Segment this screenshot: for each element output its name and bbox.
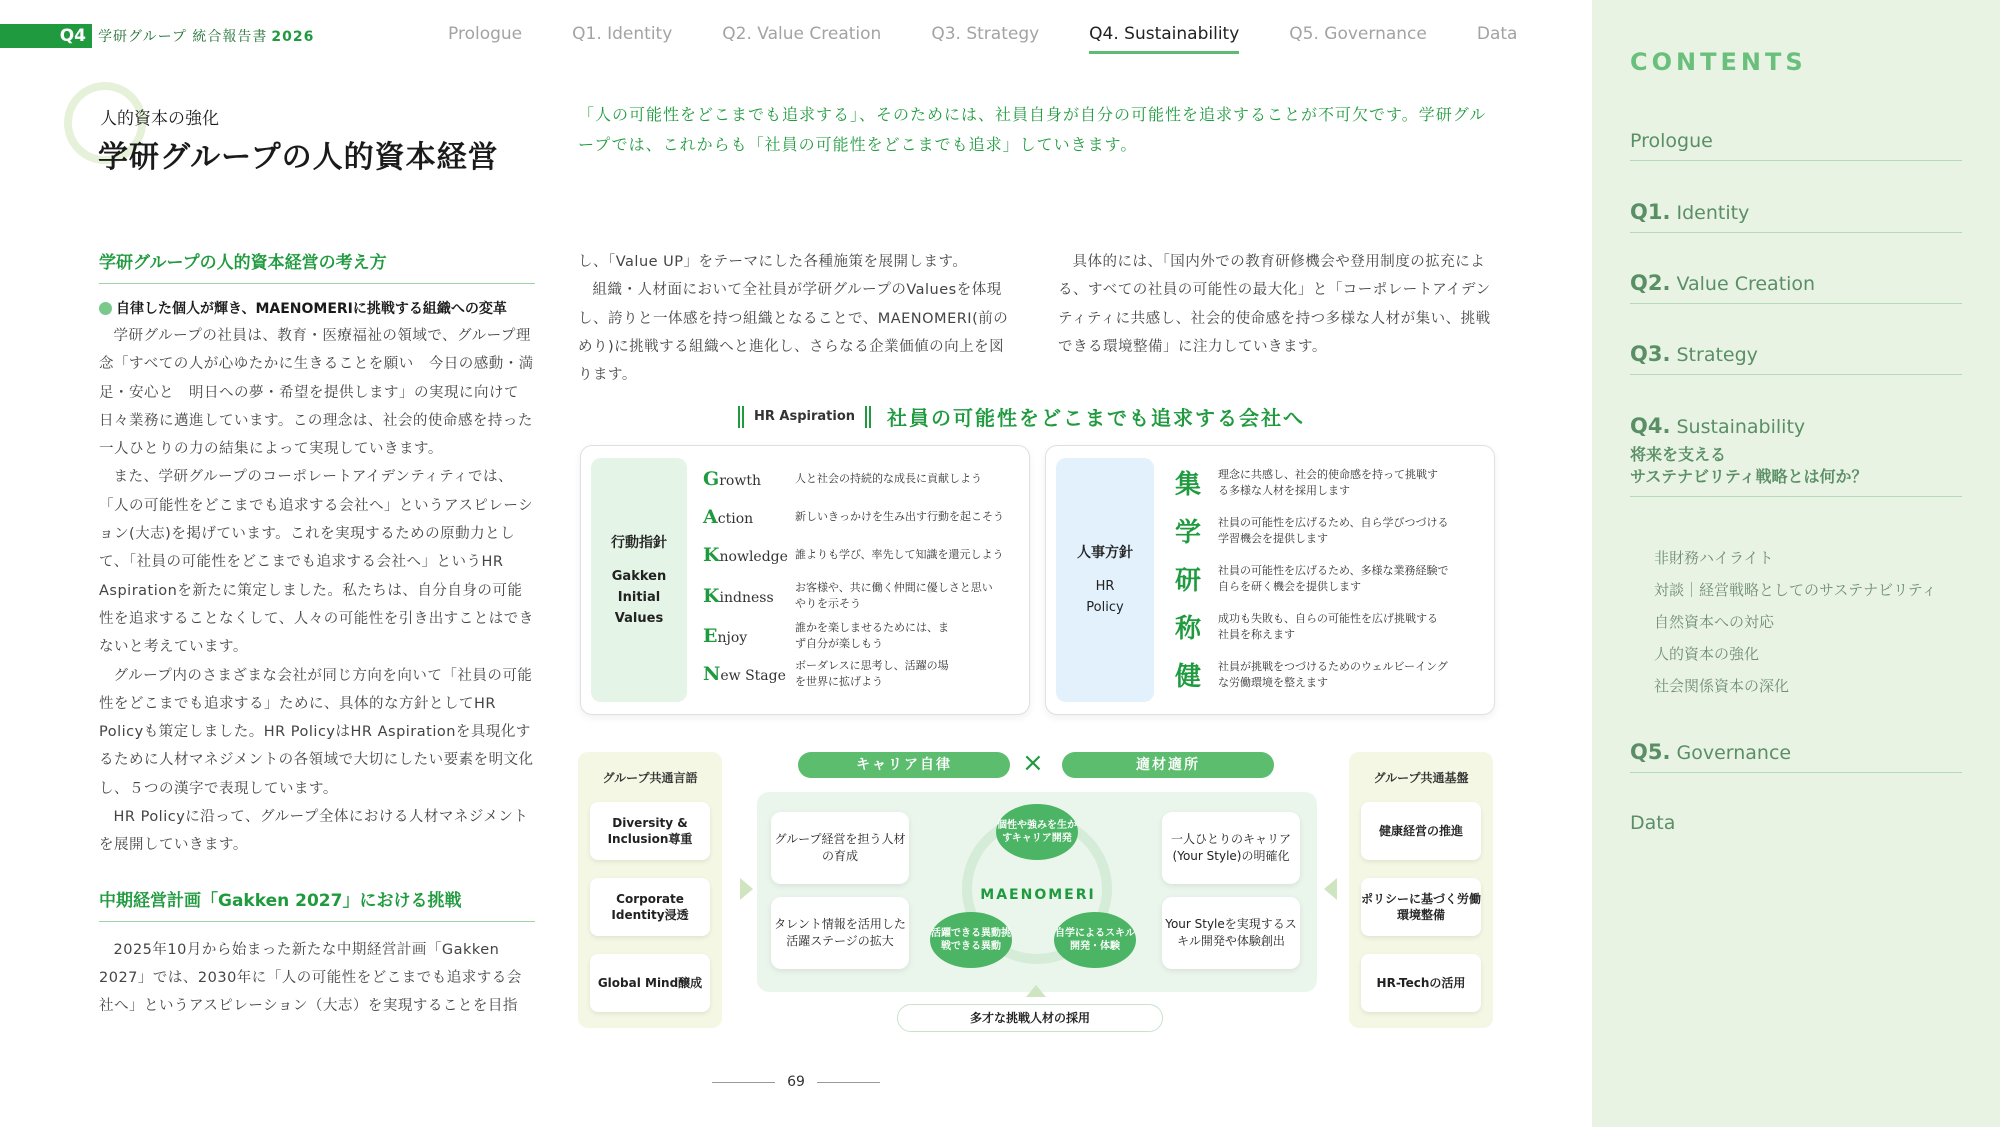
toc-child[interactable]: 人的資本の強化 [1654,645,1760,663]
section-kicker: 人的資本の強化 [100,109,219,129]
toc-q2[interactable] [1630,271,1962,304]
hr-aspiration-banner [738,402,1305,431]
arrow-right-icon [740,878,753,900]
toc-q: Q4. [1630,414,1671,438]
policy-desc: 社員が挑戦をつづけるためのウェルビーイングな労働環境を整えます [1218,659,1448,689]
arrow-left-icon [1324,878,1337,900]
diagram-box: 一人ひとりのキャリア(Your Style)の明確化 [1162,812,1300,884]
toc-prologue[interactable] [1630,130,1962,161]
panel-item: ポリシーに基づく労働環境整備 [1361,878,1481,936]
value-rest: njoy [717,630,748,646]
heading-hr-approach: 学研グループの人的資本経営の考え方 [99,248,535,284]
value-rest: rowth [719,473,761,489]
value-desc: 新しいきっかけを生み出す行動を起こそう [795,510,1004,523]
toc-label: Governance [1670,742,1792,764]
toc-label: Data [1630,812,1676,834]
bullet-heading [99,298,535,318]
panel-title: グループ共通基盤 [1373,771,1469,785]
paragraph: HR Policyに沿って、グループ全体における人材マネジメントを展開していきます。 [99,809,529,854]
values-title: 行動指針 [611,534,667,551]
paragraph: し、「Value UP」をテーマにした各種施策を展開します。 [578,254,968,270]
diagram-box: Your Styleを実現するスキル開発や体験創出 [1162,897,1300,969]
value-rest: indness [719,590,774,606]
value-row-enjoy [703,620,1013,652]
career-autonomy-pill: キャリア自律 [798,752,1010,778]
hr-policy-card [1045,445,1495,715]
divider [712,1082,775,1083]
toc-child[interactable]: 自然資本への対応 [1654,613,1775,631]
cycle-bubble: 個性や強みを生かすキャリア開発 [996,804,1078,860]
values-en-line: Initial [617,589,661,605]
diverse-talent-hiring-pill: 多才な挑戦人材の採用 [897,1004,1163,1032]
policy-kanji: 称 [1174,614,1201,644]
toc-children [1654,542,1937,702]
middle-column [578,248,1018,389]
paragraph: また、学研グループのコーポレートアイデンティティでは、「人の可能性をどこまでも追求する会社へ」というアスピレーション(大志)を掲げています。これを実現するための原動力として、「社員の可能性をどこまでも追求する会社へ」というHR Aspirationを新たに策定しました。私たちは、自分自身の可能性を追求することなくして、人々の可能性を引き出すことはできないと考えています。 [99,469,534,656]
value-word [703,625,795,647]
toc-subtitle: 将来を支える サステナビリティ戦略とは何か？ [1630,445,1868,486]
toc-q: Q1. [1630,200,1671,224]
policy-row [1168,512,1458,549]
value-rest: ction [717,511,754,527]
policy-row [1168,560,1458,597]
panel-item: 健康経営の推進 [1361,802,1481,860]
value-desc: 誰かを楽しませるためには、まず自分が楽しもう [795,621,949,650]
right-person-right-place-pill: 適材適所 [1062,752,1274,778]
toc-label: Prologue [1630,130,1713,152]
paragraph: 具体的には、「国内外での教育研修機会や登用制度の拡充による、すべての社員の可能性の最大化」と「コーポレートアイデンティティに共感し、社会的使命感を持つ多様な人材が集い、挑戦できる環境整備」に注力していきます。 [1058,254,1491,355]
double-bar-icon [738,406,744,428]
panel-item: HR-Techの活用 [1361,954,1481,1012]
lead-text: 「人の可能性をどこまでも追求する」、そのためには、社員自身が自分の可能性を追求することが不可欠です。学研グループでは、これからも「社員の可能性をどこまでも追求」していきます。 [578,105,1487,154]
group-common-language-panel [578,752,722,1028]
toc-label: Sustainability [1670,416,1806,438]
value-word [703,585,795,607]
value-word [703,468,795,490]
toc-label: Value Creation [1670,273,1816,295]
policy-desc: 成功も失敗も、自らの可能性を広げ挑戦する社員を称えます [1218,611,1438,641]
value-desc: お客様や、共に働く仲間に優しさと思いやりを示そう [795,581,993,610]
diagram-box: タレント情報を活用した活躍ステージの拡大 [771,897,909,969]
value-rest: nowledge [719,549,788,565]
page-title: 学研グループの人的資本経営 [98,140,499,175]
nav-governance[interactable]: Q5. Governance [1289,24,1427,44]
cycle-bubble: 自学によるスキル開発・体験 [1054,912,1136,968]
toc-q: Q5. [1630,740,1671,764]
policy-row [1168,464,1448,501]
policy-en-line: Policy [1086,600,1124,615]
value-desc: 人と社会の持続的な成長に貢献しよう [795,472,982,485]
cycle-bubble: 活躍できる異動挑戦できる異動 [930,912,1012,968]
aspiration-label: HR Aspiration [754,409,856,424]
maenomeri-label: MAENOMERI [980,887,1096,903]
contents-sidebar [1592,0,2000,1127]
toc-q4[interactable] [1630,414,1962,497]
toc-child[interactable]: 対談｜経営戦略としてのサステナビリティ [1654,581,1937,599]
value-word [703,544,795,566]
cross-icon: × [1022,748,1044,778]
right-column [1058,248,1498,361]
panel-title: グループ共通言語 [602,771,698,785]
top-navigation [448,24,1567,44]
group-common-base-panel [1349,752,1493,1028]
nav-strategy[interactable]: Q3. Strategy [931,24,1040,44]
panel-item: Corporate Identity浸透 [590,878,710,936]
policy-title: 人事方針 [1077,545,1133,561]
policy-desc: 社員の可能性を広げるため、自ら学びつづける学習機会を提供します [1218,515,1449,545]
aspiration-text: 社員の可能性をどこまでも追求する会社へ [887,406,1306,430]
page-number-text: 69 [787,1074,805,1090]
contents-title: CONTENTS [1630,48,1807,76]
value-word [703,663,795,685]
paragraph: 2025年10月から始まった新たな中期経営計画「Gakken 2027」では、2030年に「人の可能性をどこまでも追求する会社へ」というアスピレーション（大志）を実現することを目指 [99,941,522,1015]
value-initial: E [703,625,718,647]
toc-child[interactable]: 非財務ハイライト [1654,549,1774,567]
value-initial: G [703,468,720,490]
value-row-knowledge [703,544,1004,566]
value-initial: A [703,506,718,528]
report-title-text: 学研グループ 統合報告書 [98,29,268,45]
diagram-box: グループ経営を担う人材の育成 [771,812,909,884]
toc-q1[interactable] [1630,200,1962,233]
toc-q3[interactable] [1630,342,1962,375]
nav-identity[interactable]: Q1. Identity [572,24,673,44]
paragraph: 組織・人材面において全社員が学研グループのValuesを体現し、誇りと一体感を持つ組織となることで、MAENOMERI(前のめり)に挑戦する組織へと進化し、さらなる企業価値の向上を図ります。 [578,282,1009,384]
report-year: 2026 [271,29,315,45]
value-rest: ew Stage [720,668,786,684]
toc-q5[interactable] [1630,740,1962,773]
nav-prologue[interactable]: Prologue [448,24,523,44]
value-initial: K [703,544,720,566]
gakken-values-card [580,445,1030,715]
page-number [712,1074,880,1090]
policy-kanji: 集 [1174,470,1201,500]
values-en-line: Values [614,610,664,626]
heading-midterm-plan: 中期経営計画「Gakken 2027」における挑戦 [99,886,535,922]
policy-side-label [1056,458,1154,702]
policy-kanji: 研 [1174,566,1201,596]
double-bar-icon [865,406,871,428]
toc-q: Q3. [1630,342,1671,366]
toc-label: Identity [1670,202,1750,224]
policy-row [1168,608,1448,645]
nav-value-creation[interactable]: Q2. Value Creation [722,24,882,44]
policy-row [1168,656,1458,693]
value-desc: 誰よりも学び、率先して知識を還元しよう [795,548,1004,561]
toc-q: Q2. [1630,271,1671,295]
value-row-kindness [703,580,1013,612]
bullet-heading-text: 自律した個人が輝き、MAENOMERIに挑戦する組織への変革 [116,301,507,317]
policy-kanji: 健 [1174,662,1201,692]
value-row-growth [703,468,982,490]
left-column [99,248,535,1021]
panel-item: Global Mind醸成 [590,954,710,1012]
section-badge: Q4 [0,24,92,48]
values-en-line: Gakken [611,568,667,584]
policy-kanji: 学 [1174,518,1201,548]
bullet-dot-icon [99,302,112,315]
divider [817,1082,880,1083]
report-title [98,26,314,46]
policy-desc: 理念に共感し、社会的使命感を持って挑戦する多様な人材を採用します [1218,467,1438,497]
values-side-label [591,458,687,702]
policy-en-line: HR [1095,579,1115,594]
paragraph: 学研グループの社員は、教育・医療福祉の領域で、グループ理念「すべての人が心ゆたかに生きることを願い 今日の感動・満足・安心と 明日への夢・希望を提供します」の実現に向けて日々業務に邁進しています。この理念は、社会的使命感を持った一人ひとりの力の結集によって実現していきます。 [99,328,534,458]
policy-desc: 社員の可能性を広げるため、多様な業務経験で自らを研く機会を提供します [1218,563,1449,593]
value-initial: K [703,585,720,607]
value-row-new-stage [703,658,1013,690]
arrow-up-icon [1026,985,1046,997]
value-word [703,506,795,528]
value-initial: N [703,663,721,685]
value-row-action [703,506,1004,528]
paragraph: グループ内のさまざまな会社が同じ方向を向いて「社員の可能性をどこまでも追求する」ために、具体的な方針としてHR Policyも策定しました。HR PolicyはHR Aspirationを具現化するために人材マネジメントの各領域で大切にしたい要素を明文化し、５つの漢字で表現しています。 [99,667,534,797]
toc-data[interactable] [1630,812,1962,842]
nav-sustainability[interactable]: Q4. Sustainability [1089,24,1240,44]
toc-child[interactable]: 社会関係資本の深化 [1654,677,1790,695]
value-desc: ボーダレスに思考し、活躍の場を世界に拡げよう [795,659,949,688]
nav-data[interactable]: Data [1476,24,1518,44]
panel-item: Diversity & Inclusion尊重 [590,802,710,860]
toc-label: Strategy [1670,344,1758,366]
